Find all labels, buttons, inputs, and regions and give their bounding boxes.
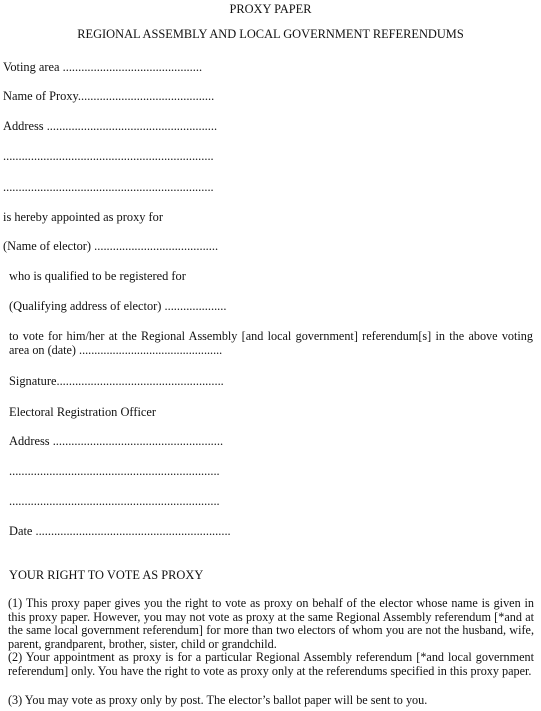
signature-field: Signature...................................................... [9,374,224,388]
proxy-address-field: Address ....................................................... [3,119,218,133]
electoral-registration-officer-label: Electoral Registration Officer [9,405,157,419]
document-title: PROXY PAPER [229,2,312,16]
appointed-statement: is hereby appointed as proxy for [3,210,164,224]
name-of-elector-field: (Name of elector) ........................................ [3,239,219,253]
ero-address-line-2: .................................................................... [9,464,220,478]
to-vote-statement: to vote for him/her at the Regional Assembly [and local government] referendum[s] in the above voting area on (date) ............................................... [9,329,533,357]
ero-address-field: Address ....................................................... [9,434,224,448]
name-of-proxy-field: Name of Proxy............................................ [3,89,215,103]
ero-address-line-3: .................................................................... [9,494,220,508]
proxy-address-line-2: .................................................................... [3,149,214,163]
qualified-statement: who is qualified to be registered for [9,269,186,283]
rights-paragraph-1: (1) This proxy paper gives you the right to vote as proxy on behalf of the elector whose name is given in this proxy paper. However, you may not vote as proxy at the same Regional Assembly referendum [*and at the same local government referendum] for more than two electors of whom you are not the husband, wife, parent, grandparent, brother, sister, child or grandchild. [8,596,534,651]
rights-paragraph-2: (2) Your appointment as proxy is for a particular Regional Assembly referendum [*and local government referendum] only. You have the right to vote as proxy only at the referendums specified in this proxy paper. [8,650,534,678]
document-subtitle: REGIONAL ASSEMBLY AND LOCAL GOVERNMENT REFERENDUMS [77,27,464,41]
rights-heading: YOUR RIGHT TO VOTE AS PROXY [9,568,204,582]
qualifying-address-field: (Qualifying address of elector) .................... [9,299,227,313]
proxy-address-line-3: .................................................................... [3,180,214,194]
date-field: Date ............................................................... [9,524,231,538]
voting-area-field: Voting area ............................................. [3,60,203,74]
rights-paragraph-3: (3) You may vote as proxy only by post. The elector’s ballot paper will be sent to you. [8,693,428,707]
